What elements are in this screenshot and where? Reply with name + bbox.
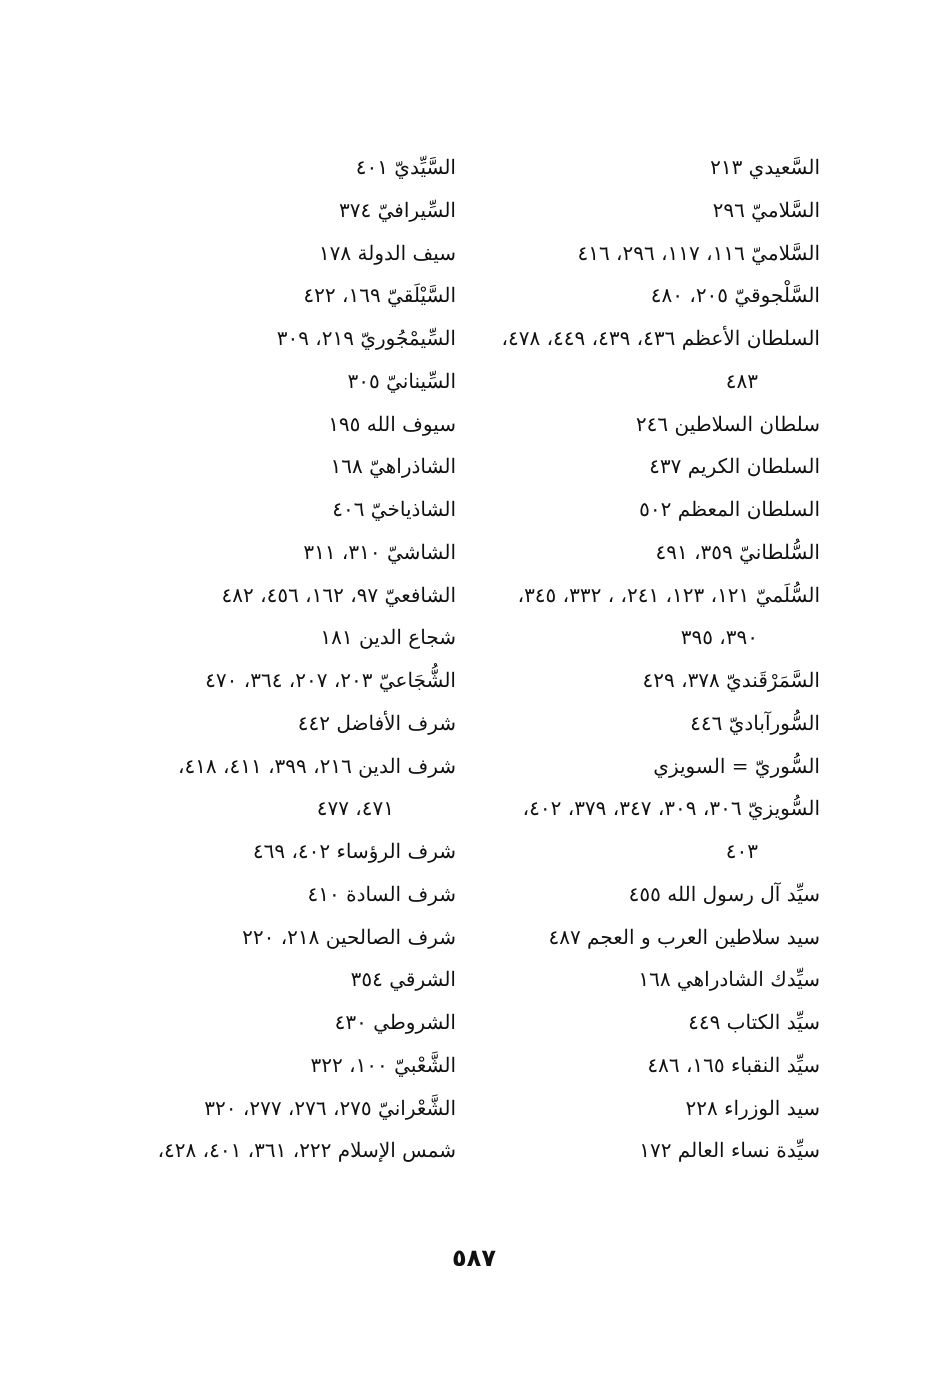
index-entry: سيِّدة نساء العالم ١٧٢ (639, 1138, 820, 1163)
index-entry: شمس الإسلام ٢٢٢، ٣٦١، ٤٠١، ٤٢٨، (157, 1138, 456, 1163)
index-entry: شرف الصالحين ٢١٨، ٢٢٠ (242, 924, 456, 949)
index-entry: شرف الدين ٢١٦، ٣٩٩، ٤١١، ٤١٨، (177, 753, 456, 778)
index-entry: الشَّعْبيّ ١٠٠، ٣٢٢ (310, 1052, 456, 1077)
index-entry: السُّلطانيّ ٣٥٩، ٤٩١ (655, 539, 820, 564)
index-entry: سيد سلاطين العرب و العجم ٤٨٧ (548, 924, 820, 949)
index-entry: السُّورآباديّ ٤٤٦ (690, 710, 820, 735)
index-entry: السَّيْلَقيّ ١٦٩، ٤٢٢ (303, 283, 456, 308)
index-entry: شرف السادة ٤١٠ (307, 881, 456, 906)
index-entry: السُّلَميّ ١٢١، ١٢٣، ٢٤١، ، ٣٣٢، ٣٤٥، (517, 582, 820, 607)
index-entry: الشاذراهيّ ١٦٨ (330, 454, 456, 479)
index-entry: السلطان الكريم ٤٣٧ (649, 454, 820, 479)
index-entry: الشرقي ٣٥٤ (350, 967, 456, 992)
index-column-left (86, 146, 456, 1172)
index-entry: سيف الدولة ١٧٨ (318, 240, 456, 265)
index-entry: سيوف الله ١٩٥ (328, 411, 456, 436)
index-entry: السَّلْجوقيّ ٢٠٥، ٤٨٠ (650, 283, 820, 308)
index-entry: السُّويزيّ ٣٠٦، ٣٠٩، ٣٤٧، ٣٧٩، ٤٠٢، (522, 796, 820, 821)
index-entry: الشَّعْرانيّ ٢٧٥، ٢٧٦، ٢٧٧، ٣٢٠ (204, 1095, 456, 1120)
index-entry: الشاشيّ ٣١٠، ٣١١ (303, 539, 456, 564)
index-entry: الشُّجَاعيّ ٢٠٣، ٢٠٧، ٣٦٤، ٤٧٠ (205, 668, 456, 692)
index-entry: السِّيمْجُوريّ ٢١٩، ٣٠٩ (276, 326, 456, 350)
index-entry: شرف الأفاضل ٤٤٢ (297, 710, 456, 735)
index-entry: سيِّد آل رسول الله ٤٥٥ (628, 881, 820, 906)
index-entry: السَّلاميّ ١١٦، ١١٧، ٢٩٦، ٤١٦ (577, 240, 820, 265)
index-entry: شرف الرؤساء ٤٠٢، ٤٦٩ (252, 839, 456, 863)
index-entry: السَّعيدي ٢١٣ (710, 155, 820, 179)
index-entry: سيِّدك الشادراهي ١٦٨ (638, 967, 820, 992)
index-entry-continuation: ٣٩٠، ٣٩٥ (680, 625, 758, 650)
index-entry-continuation: ٤٠٣ (725, 839, 758, 863)
index-column-right (460, 146, 820, 1172)
index-entry: الشافعيّ ٩٧، ١٦٢، ٤٥٦، ٤٨٢ (221, 582, 456, 607)
index-entry: السِّينانيّ ٣٠٥ (347, 368, 456, 393)
index-entry: سيِّد النقباء ١٦٥، ٤٨٦ (647, 1052, 820, 1077)
index-entry-continuation: ٤٧١، ٤٧٧ (316, 796, 394, 821)
index-entry: السَّيِّديّ ٤٠١ (355, 155, 456, 179)
index-entry: سيد الوزراء ٢٢٨ (685, 1095, 820, 1120)
index-entry: السلطان الأعظم ٤٣٦، ٤٣٩، ٤٤٩، ٤٧٨، (501, 326, 820, 350)
index-entry: السُّوريّ = السويزي (653, 753, 820, 778)
index-entry: الشروطي ٤٣٠ (334, 1010, 456, 1034)
index-entry: السَّمَرْقَنديّ ٣٧٨، ٤٢٩ (642, 668, 820, 692)
index-entry-continuation: ٤٨٣ (725, 368, 758, 393)
index-entry: شجاع الدين ١٨١ (320, 625, 456, 650)
index-entry: السِّيرافيّ ٣٧٤ (339, 197, 456, 222)
index-entry: السلطان المعظم ٥٠٢ (639, 497, 820, 521)
index-entry: الشاذياخيّ ٤٠٦ (332, 497, 456, 521)
index-entry: السَّلاميّ ٢٩٦ (712, 197, 820, 222)
index-entry: سيِّد الكتاب ٤٤٩ (688, 1010, 820, 1034)
page-number: ٥٨٧ (452, 1244, 496, 1272)
index-entry: سلطان السلاطين ٢٤٦ (635, 411, 820, 436)
